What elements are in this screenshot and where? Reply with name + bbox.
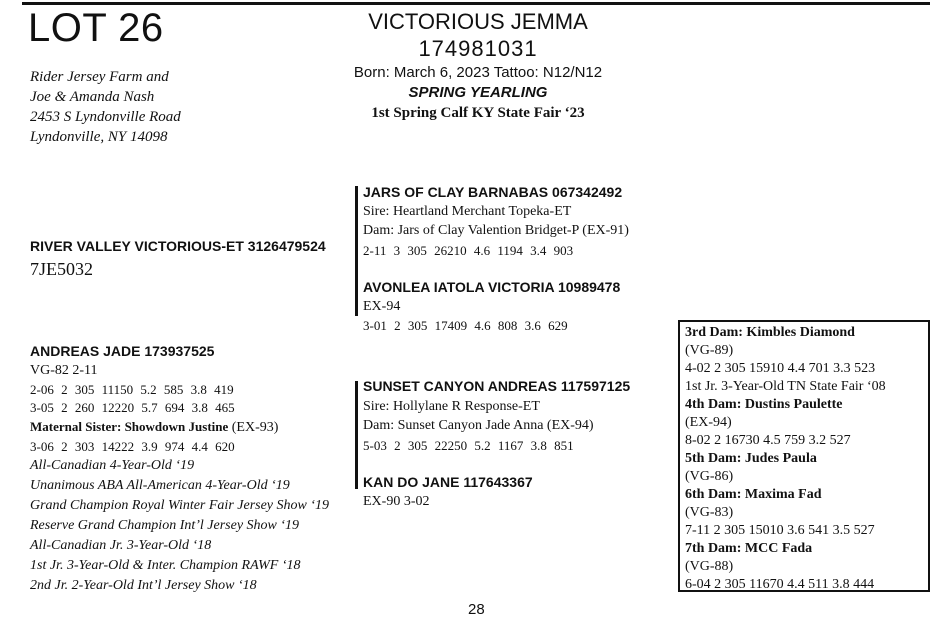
sire-sire-dam: Dam: Jars of Clay Valention Bridget-P (EX-91) <box>363 223 629 238</box>
sire-code: 7JE5032 <box>30 259 93 279</box>
sire-name: RIVER VALLEY VICTORIOUS-ET 3126479524 <box>30 238 326 254</box>
owner-line: Rider Jersey Farm and <box>30 69 169 85</box>
dam-sire-dam: Dam: Sunset Canyon Jade Anna (EX-94) <box>363 418 594 433</box>
page-number: 28 <box>468 601 485 618</box>
dam-heading: 4th Dam: Dustins Paulette <box>685 397 843 412</box>
sire-dam-name: AVONLEA IATOLA VICTORIA 10989478 <box>363 279 621 295</box>
dam-detail: (VG-89) <box>685 343 734 358</box>
dam-detail: (VG-83) <box>685 505 734 520</box>
dam-honor: Grand Champion Royal Winter Fair Jersey Show ‘19 <box>30 498 330 513</box>
dam-detail: 1st Jr. 3-Year-Old TN State Fair ‘08 <box>685 379 886 394</box>
dam-detail: 7-11 2 305 15010 3.6 541 3.5 527 <box>685 523 875 538</box>
maternal-sister <box>30 419 278 436</box>
dam-detail: 6-04 2 305 11670 4.4 511 3.8 444 <box>685 577 875 592</box>
dam-honor: 1st Jr. 3-Year-Old & Inter. Champion RAWF ‘18 <box>30 558 301 573</box>
dam-detail: 4-02 2 305 15910 4.4 701 3.3 523 <box>685 361 876 376</box>
dam-score: VG-82 2-11 <box>30 363 98 378</box>
dam-honor: 2nd Jr. 2-Year-Old Int’l Jersey Show ‘18 <box>30 578 257 593</box>
extended-dams-box <box>678 320 930 592</box>
top-rule <box>22 2 930 5</box>
lot-number: LOT 26 <box>28 6 164 50</box>
sire-bracket <box>355 186 358 316</box>
sire-dam-score: EX-94 <box>363 299 401 314</box>
maternal-sister-score: (EX-93) <box>228 420 279 435</box>
dam-detail: (VG-88) <box>685 559 734 574</box>
dam-sire-record: 5-03 2 305 22250 5.2 1167 3.8 851 <box>363 438 574 453</box>
owner-line: 2453 S Lyndonville Road <box>30 109 181 125</box>
owner-line: Joe & Amanda Nash <box>30 89 155 105</box>
dam-bracket <box>355 381 358 489</box>
dam-detail: (EX-94) <box>685 415 732 430</box>
dam-detail: (VG-86) <box>685 469 734 484</box>
dam-honor: All-Canadian 4-Year-Old ‘19 <box>30 458 195 473</box>
dam-heading: 7th Dam: MCC Fada <box>685 541 813 556</box>
dam-honor: All-Canadian Jr. 3-Year-Old ‘18 <box>30 538 212 553</box>
animal-name: VICTORIOUS JEMMA <box>368 9 588 34</box>
registration-number: 174981031 <box>418 36 538 61</box>
dam-dam-name: KAN DO JANE 117643367 <box>363 474 533 490</box>
dam-heading: 5th Dam: Judes Paula <box>685 451 817 466</box>
dam-name: ANDREAS JADE 173937525 <box>30 343 215 359</box>
birth-tattoo: Born: March 6, 2023 Tattoo: N12/N12 <box>353 64 603 81</box>
dam-honor: Unanimous ABA All-American 4-Year-Old ‘19 <box>30 478 290 493</box>
consignor-address <box>30 67 181 147</box>
sire-sire-name: JARS OF CLAY BARNABAS 067342492 <box>363 184 623 200</box>
owner-line: Lyndonville, NY 14098 <box>30 129 168 145</box>
dam-detail: 8-02 2 16730 4.5 759 3.2 527 <box>685 433 851 448</box>
sire-dam-record: 3-01 2 305 17409 4.6 808 3.6 629 <box>363 318 568 333</box>
dam-record: 2-06 2 305 11150 5.2 585 3.8 419 <box>30 382 234 397</box>
dam-heading: 3rd Dam: Kimbles Diamond <box>685 325 855 340</box>
dam-honor: Reserve Grand Champion Int’l Jersey Show ‘19 <box>30 518 300 533</box>
maternal-sister-label: Maternal Sister: Showdown Justine <box>30 419 229 434</box>
dam-sire-sire: Sire: Hollylane R Response-ET <box>363 399 540 414</box>
dam-dam-score: EX-90 3-02 <box>363 494 430 509</box>
dam-sire-name: SUNSET CANYON ANDREAS 117597125 <box>363 378 631 394</box>
sister-record: 3-06 2 303 14222 3.9 974 4.4 620 <box>30 439 235 454</box>
dam-record: 3-05 2 260 12220 5.7 694 3.8 465 <box>30 400 235 415</box>
sale-class: SPRING YEARLING <box>408 84 548 101</box>
sire-sire-record: 2-11 3 305 26210 4.6 1194 3.4 903 <box>363 243 574 258</box>
animal-honor: 1st Spring Calf KY State Fair ‘23 <box>371 105 585 121</box>
sire-sire-sire: Sire: Heartland Merchant Topeka-ET <box>363 204 572 219</box>
dam-heading: 6th Dam: Maxima Fad <box>685 487 822 502</box>
